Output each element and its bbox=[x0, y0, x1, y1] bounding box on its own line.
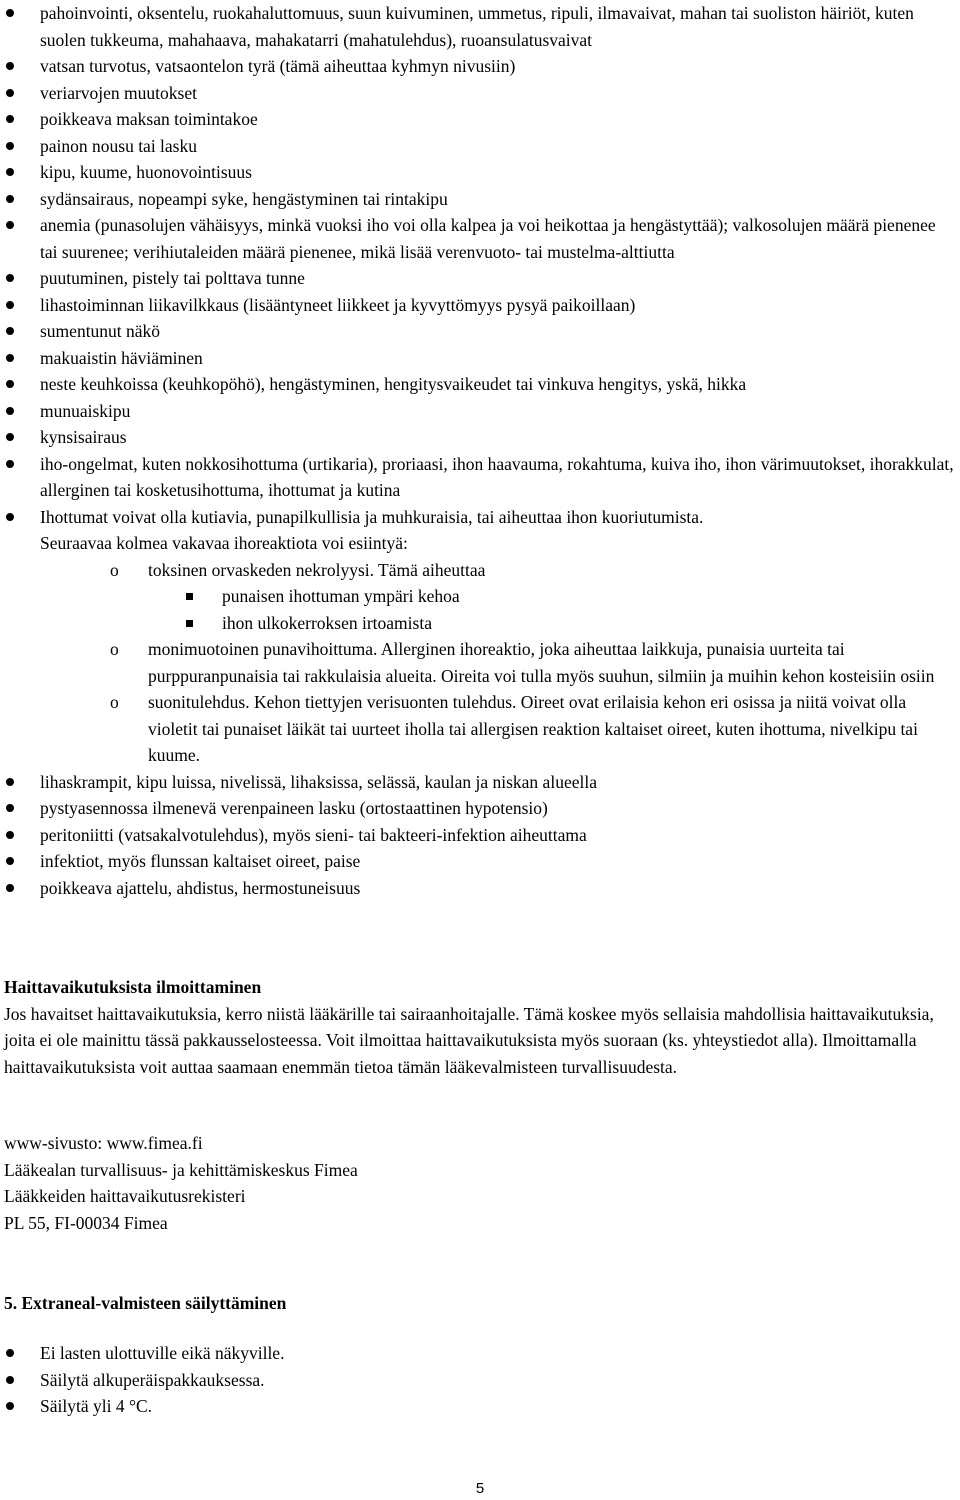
bullet-icon bbox=[6, 884, 14, 892]
bullet-icon bbox=[6, 433, 14, 441]
sub-sub-list-item: punaisen ihottuman ympäri kehoa bbox=[0, 583, 960, 610]
list-item: puutuminen, pistely tai polttava tunne bbox=[0, 265, 960, 292]
bullet-icon bbox=[6, 857, 14, 865]
bullet-icon bbox=[6, 221, 14, 229]
bullet-icon bbox=[6, 1402, 14, 1410]
list-item: poikkeava maksan toimintakoe bbox=[0, 106, 960, 133]
circle-marker-icon: o bbox=[110, 639, 119, 659]
storage-heading: 5. Extraneal-valmisteen säilyttäminen bbox=[4, 1293, 287, 1313]
bullet-icon bbox=[6, 1376, 14, 1384]
list-item: iho-ongelmat, kuten nokkosihottuma (urtikaria), proriaasi, ihon haavauma, rokahtuma, kuiva iho, ihon värimuutokset, ihorakkulat, allerginen tai kosketusihottuma, ihottumat ja kutina bbox=[0, 451, 960, 504]
list-item: vatsan turvotus, vatsaontelon tyrä (tämä aiheuttaa kyhmyn nivusiin) bbox=[0, 53, 960, 80]
bullet-icon bbox=[6, 460, 14, 468]
circle-marker-icon: o bbox=[110, 692, 119, 712]
square-bullet-icon bbox=[186, 620, 193, 627]
list-item: lihastoiminnan liikavilkkaus (lisääntyneet liikkeet ja kyvyttömyys pysyä paikoillaan) bbox=[0, 292, 960, 319]
list-item: sumentunut näkö bbox=[0, 318, 960, 345]
list-item: lihaskrampit, kipu luissa, nivelissä, lihaksissa, selässä, kaulan ja niskan alueella bbox=[0, 769, 960, 796]
bullet-icon bbox=[6, 9, 14, 17]
bullet-icon bbox=[6, 62, 14, 70]
bullet-icon bbox=[6, 195, 14, 203]
list-item: munuaiskipu bbox=[0, 398, 960, 425]
bullet-icon bbox=[6, 115, 14, 123]
list-item: Ei lasten ulottuville eikä näkyville. bbox=[0, 1340, 960, 1367]
reporting-heading: Haittavaikutuksista ilmoittaminen bbox=[4, 977, 262, 997]
bullet-icon bbox=[6, 89, 14, 97]
sub-list-item: o suonitulehdus. Kehon tiettyjen verisuonten tulehdus. Oireet ovat erilaisia kehon eri osissa ja niitä voivat olla violetit tai punaiset läikät tai uurteet iholla tai allergisen reaktion kaltaiset oireet, kuten ihottuma, nivelkipu tai kuume. bbox=[0, 689, 960, 769]
bullet-icon bbox=[6, 301, 14, 309]
contact-line: www-sivusto: www.fimea.fi bbox=[4, 1133, 203, 1153]
list-item: makuaistin häviäminen bbox=[0, 345, 960, 372]
list-item: neste keuhkoissa (keuhkopöhö), hengästyminen, hengitysvaikeudet tai vinkuva hengitys, yskä, hikka bbox=[0, 371, 960, 398]
bullet-icon bbox=[6, 168, 14, 176]
list-item: peritoniitti (vatsakalvotulehdus), myös sieni- tai bakteeri-infektion aiheuttama bbox=[0, 822, 960, 849]
storage-list bbox=[0, 1340, 960, 1420]
bullet-icon bbox=[6, 1349, 14, 1357]
list-item: sydänsairaus, nopeampi syke, hengästyminen tai rintakipu bbox=[0, 186, 960, 213]
circle-marker-icon: o bbox=[110, 559, 119, 580]
list-item: veriarvojen muutokset bbox=[0, 80, 960, 107]
bullet-icon bbox=[6, 142, 14, 150]
skin-reactions-intro: Seuraavaa kolmea vakavaa ihoreaktiota voi esiintyä: bbox=[40, 533, 408, 553]
bullet-icon bbox=[6, 513, 14, 521]
contact-line: PL 55, FI-00034 Fimea bbox=[4, 1212, 168, 1233]
list-item: anemia (punasolujen vähäisyys, minkä vuoksi iho voi olla kalpea ja voi heikottaa ja hengästyttää); valkosolujen määrä pienenee tai suurenee; verihiutaleiden määrä pienenee, mikä lisää verenvuoto- tai mustelma-alttiutta bbox=[0, 212, 960, 265]
contact-line: Lääkealan turvallisuus- ja kehittämiskeskus Fimea bbox=[4, 1159, 358, 1180]
contact-block bbox=[4, 1130, 944, 1236]
contact-line: Lääkkeiden haittavaikutusrekisteri bbox=[4, 1186, 246, 1206]
bullet-icon bbox=[6, 778, 14, 786]
bullet-icon bbox=[6, 274, 14, 282]
list-item: kynsisairaus bbox=[0, 424, 960, 451]
bullet-icon bbox=[6, 831, 14, 839]
reporting-body: Jos havaitset haittavaikutuksia, kerro niistä lääkärille tai sairaanhoitajalle. Tämä koskee myös sellaisia mahdollisia haittavaikutuksia, joita ei ole mainittu tässä pakkausselosteessa. Voit ilmoittaa haittavaikutuksista myös suoraan (ks. yhteystiedot alla). Ilmoittamalla haittavaikutuksista voit auttaa saamaan enemmän tietoa tämän lääkevalmisteen turvallisuudesta. bbox=[4, 1003, 934, 1077]
bullet-icon bbox=[6, 380, 14, 388]
list-item: Säilytä alkuperäispakkauksessa. bbox=[0, 1367, 960, 1394]
sub-sub-list-item: ihon ulkokerroksen irtoamista bbox=[0, 610, 960, 637]
list-item: Ihottumat voivat olla kutiavia, punapilkullisia ja muhkuraisia, tai aiheuttaa ihon kuoriutumista. bbox=[0, 504, 960, 531]
page-number: 5 bbox=[475, 1480, 485, 1497]
list-item: Säilytä yli 4 °C. bbox=[0, 1393, 960, 1420]
bullet-icon bbox=[6, 354, 14, 362]
storage-section bbox=[4, 1290, 944, 1317]
list-item: painon nousu tai lasku bbox=[0, 133, 960, 160]
sub-list-item: o toksinen orvaskeden nekrolyysi. Tämä aiheuttaa bbox=[0, 557, 960, 584]
bullet-icon bbox=[6, 327, 14, 335]
bullet-icon bbox=[6, 407, 14, 415]
sub-list-item: o monimuotoinen punavihoittuma. Allerginen ihoreaktio, joka aiheuttaa laikkuja, punaisia uurteita tai purppuranpunaisia tai rakkulaisia alueita. Oireita voi tulla myös suuhun, silmiin ja muihin kehon kosteisiin osiin bbox=[0, 636, 960, 689]
list-item: pystyasennossa ilmenevä verenpaineen lasku (ortostaattinen hypotensio) bbox=[0, 795, 960, 822]
list-item: infektiot, myös flunssan kaltaiset oireet, paise bbox=[0, 848, 960, 875]
list-item: pahoinvointi, oksentelu, ruokahaluttomuus, suun kuivuminen, ummetus, ripuli, ilmavaivat, mahan tai suoliston häiriöt, kuten suolen tukkeuma, mahahaava, mahakatarri (mahatulehdus), ruoansulatusvaivat bbox=[0, 0, 960, 53]
square-bullet-icon bbox=[186, 593, 193, 600]
bullet-icon bbox=[6, 804, 14, 812]
list-item: poikkeava ajattelu, ahdistus, hermostuneisuus bbox=[0, 875, 960, 902]
reporting-section bbox=[4, 974, 944, 1080]
list-item: kipu, kuume, huonovointisuus bbox=[0, 159, 960, 186]
